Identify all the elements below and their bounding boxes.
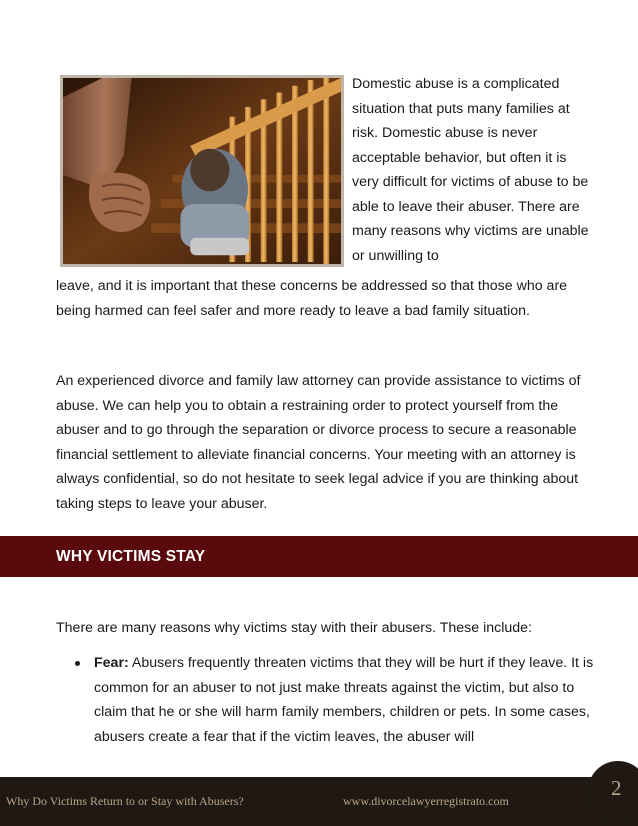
page-number: 2: [611, 776, 622, 800]
intro-paragraph-continued: leave, and it is important that these concerns be addressed so that those who are being harmed can feel safer and more ready to leave a bad family situation.: [56, 278, 568, 319]
section-intro: There are many reasons why victims stay with their abusers. These include:: [56, 620, 533, 636]
bullet-icon: [75, 661, 80, 666]
list-item: [94, 651, 594, 749]
bullet-term: Fear:: [94, 655, 129, 671]
intro-paragraph-start: Domestic abuse is a complicated situation that puts many families at risk. Domestic abuse is never acceptable behavior, but often it is very difficult for victims of abuse to be able to leave their abuser. There are many reasons why victims are unable or unwilling to: [352, 76, 589, 264]
reasons-list: [94, 651, 594, 749]
intro-photo: [60, 75, 344, 267]
footer-website: www.divorcelawyerregistrato.com: [343, 794, 509, 808]
footer-title: Why Do Victims Return to or Stay with Abusers?: [6, 794, 244, 808]
domestic-abuse-photo: [63, 78, 341, 264]
section-title: WHY VICTIMS STAY: [56, 548, 206, 565]
bullet-text: Abusers frequently threaten victims that they will be hurt if they leave. It is common for an abuser to not just make threats against the victim, but also to claim that he or she will harm family members, children or pets. In some cases, abusers create a fear that if the victim leaves, the abuser will: [94, 655, 594, 745]
attorney-paragraph: An experienced divorce and family law attorney can provide assistance to victims of abuse. We can help you to obtain a restraining order to protect yourself from the abuser and to go through the separation or divorce process to secure a reasonable financial settlement to alleviate financial concerns. Your meeting with an attorney is always confidential, so do not hesitate to seek legal advice if you are thinking about taking steps to leave your abuser.: [56, 373, 581, 512]
